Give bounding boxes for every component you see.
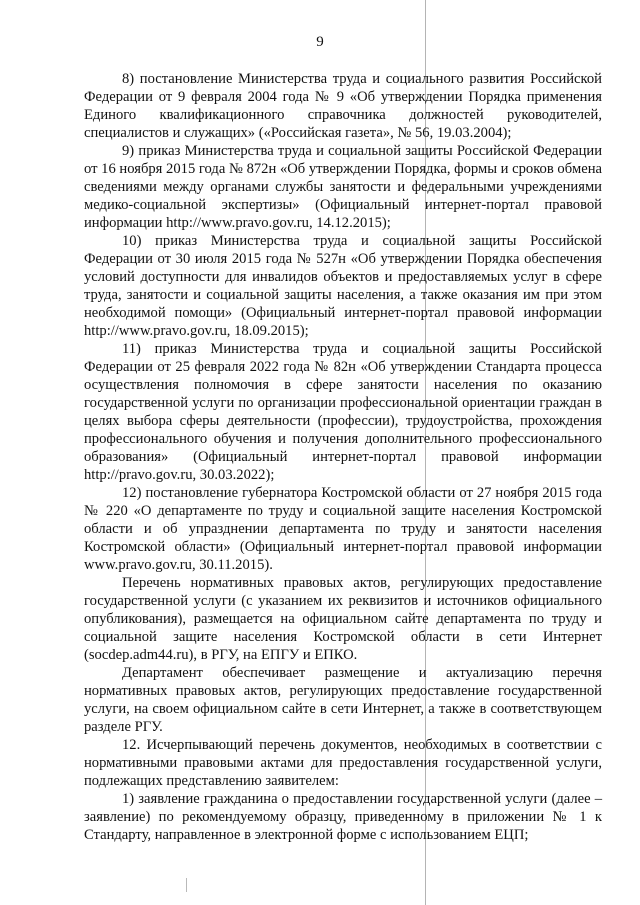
- page-number: 9: [316, 34, 324, 50]
- paragraph-item-9: 9) приказ Министерства труда и социальной защиты Российской Федерации от 16 ноября 2015 года № 872н «Об утверждении Порядка, формы и сроков обмена сведениями между органами службы занятости и федеральными учреждениями медико-социальной экспертизы» (Официальный интернет-портал правовой информации http://www.pravo.gov.ru, 14.12.2015);: [84, 143, 602, 231]
- paragraph-application: 1) заявление гражданина о предоставлении государственной услуги (далее – заявление) по рекомендуемому образцу, приведенному в приложении № 1 к Стандарту, направленное в электронной форме с использованием ЕЦП;: [84, 791, 602, 843]
- paragraph-item-8: 8) постановление Министерства труда и социального развития Российской Федерации от 9 февраля 2004 года № 9 «Об утверждении Порядка применения Единого квалификационного справочника должностей руководителей, специалистов и служащих» («Российская газета», № 56, 19.03.2004);: [84, 71, 602, 141]
- paragraph-section-12: 12. Исчерпывающий перечень документов, необходимых в соответствии с нормативными правовыми актами для предоставления государственной услуги, подлежащих представлению заявителем:: [84, 737, 602, 789]
- paragraph-item-10: 10) приказ Министерства труда и социальной защиты Российской Федерации от 30 июля 2015 года № 527н «Об утверждении Порядка обеспечения условий доступности для инвалидов объектов и предоставляемых услуг в сфере труда, занятости и социальной защиты населения, а также оказания им при этом необходимой помощи» (Официальный интернет-портал правовой информации http://www.pravo.gov.ru, 18.09.2015);: [84, 233, 602, 339]
- paragraph-item-12: 12) постановление губернатора Костромской области от 27 ноября 2015 года № 220 «О департаменте по труду и социальной защите населения Костромской области и об упразднении департамента по труду и занятости населения Костромской области» (Официальный интернет-портал правовой информации www.pravo.gov.ru, 30.11.2015).: [84, 485, 602, 573]
- paragraph-department-duty: Департамент обеспечивает размещение и актуализацию перечня нормативных правовых актов, регулирующих предоставление государственной услуги, на своем официальном сайте в сети Интернет, а также в соответствующем разделе РГУ.: [84, 665, 602, 735]
- paragraph-acts-list: Перечень нормативных правовых актов, регулирующих предоставление государственной услуги (с указанием их реквизитов и источников официального опубликования), размещается на официальном сайте департамента по труду и социальной защите населения Костромской области в сети Интернет (socdep.adm44.ru), в РГУ, на ЕПГУ и ЕПКО.: [84, 575, 602, 663]
- paragraph-item-11: 11) приказ Министерства труда и социальной защиты Российской Федерации от 25 февраля 2022 года № 82н «Об утверждении Стандарта процесса осуществления полномочия в сфере занятости населения по оказанию государственной услуги по организации профессиональной ориентации граждан в целях выбора сферы деятельности (профессии), трудоустройства, прохождения профессионального обучения и получения дополнительного профессионального образования» (Официальный интернет-портал правовой информации http://pravo.gov.ru, 30.03.2022);: [84, 341, 602, 483]
- document-body: [84, 70, 602, 844]
- scan-artifact: [186, 878, 187, 892]
